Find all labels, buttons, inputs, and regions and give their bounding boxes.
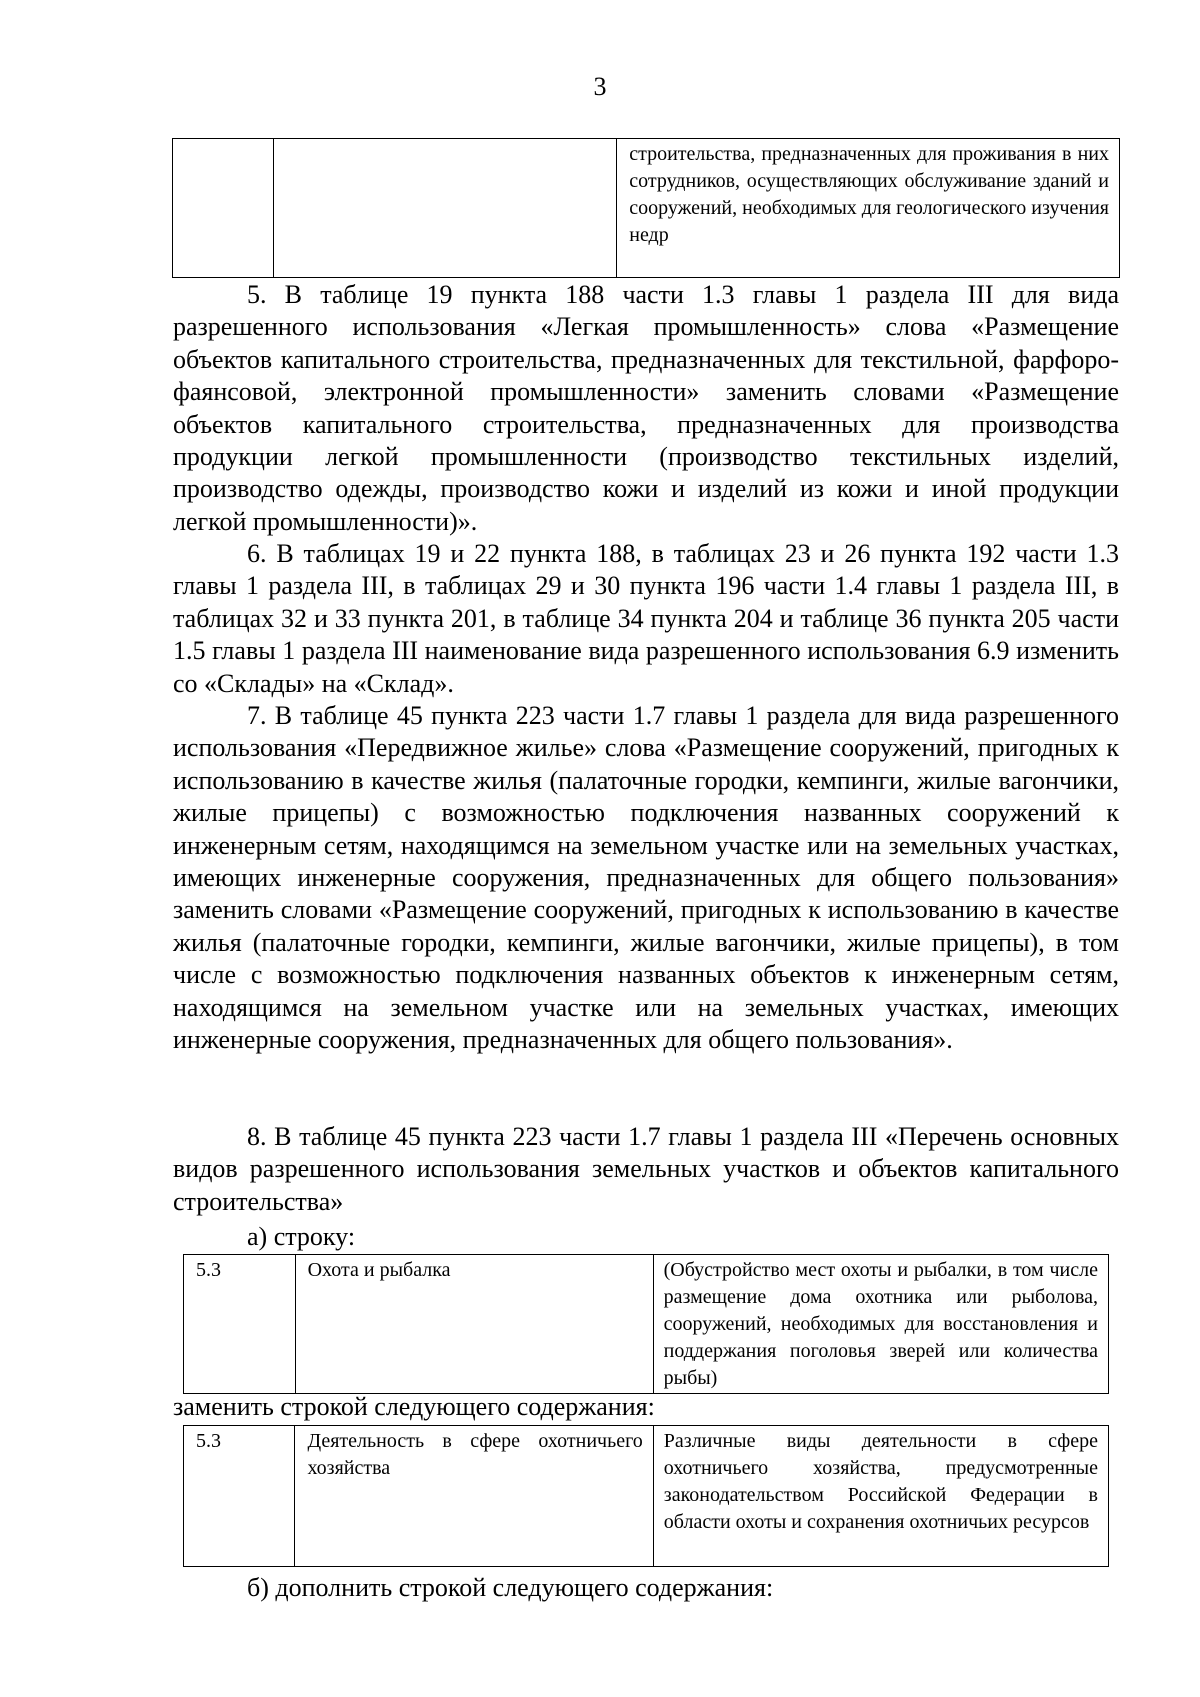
table-cell-description [653,1426,1108,1567]
label-replace: заменить строкой следующего содержания: [173,1392,655,1421]
table-cell-name [273,139,616,278]
table-cell-name [295,1255,653,1394]
table-row [184,1426,1109,1567]
table-cell-code [184,1426,295,1567]
paragraph-8: 8. В таблице 45 пункта 223 части 1.7 главы 1 раздела III «Перечень основных видов разрешенного использования земельных участков и объектов капитального строительства» [173,1122,1119,1216]
original-row-table [183,1254,1109,1394]
description-text: Различные виды деятельности в сфере охотничьего хозяйства, предусмотренные законодательством Российской Федерации в области охоты и сохранения охотничьих ресурсов [663,1430,1098,1533]
description-text: (Обустройство мест охоты и рыбалки, в том числе размещение дома охотника или рыболова, сооружений, необходимых для восстановления и поддержания поголовья зверей или количества рыбы) [663,1259,1098,1389]
continuation-table [172,138,1120,278]
paragraph-6: 6. В таблицах 19 и 22 пункта 188, в таблицах 23 и 26 пункта 192 части 1.3 главы 1 раздела III, в таблицах 29 и 30 пункта 196 части 1.4 главы 1 раздела III, в таблицах 32 и 33 пункта 201, в таблице 34 пункта 204 и таблице 36 пункта 205 части 1.5 главы 1 раздела III наименование вида разрешенного использования 6.9 изменить со «Склады» на «Склад». [173,539,1119,698]
table-cell-code [184,1255,296,1394]
name-text: Деятельность в сфере охотничьего хозяйства [307,1430,643,1479]
name-text: Охота и рыбалка [307,1259,451,1281]
table-row [184,1255,1109,1394]
table-cell-code [173,139,274,278]
page-number: 3 [593,72,607,101]
code-text: 5.3 [196,1430,221,1452]
paragraph-7: 7. В таблице 45 пункта 223 части 1.7 главы 1 раздела для вида разрешенного использования «Передвижное жилье» слова «Размещение сооружений, пригодных к использованию в качестве жилья (палаточные городки, кемпинги, жилые вагончики, жилые прицепы) с возможностью подключения названных сооружений к инженерным сетям, находящимся на земельном участке или на земельных участках, имеющих инженерные сооружения, предназначенных для общего пользования» заменить словами «Размещение сооружений, пригодных к использованию в качестве жилья (палаточные городки, кемпинги, жилые вагончики, жилые прицепы), в том числе с возможностью подключения названных объектов к инженерным сетям, находящимся на земельном участке или на земельных участках, имеющих инженерные сооружения, предназначенных для общего пользования». [173,701,1119,1055]
replacement-row-table [183,1425,1109,1567]
table-row [173,139,1120,278]
description-text: строительства, предназначенных для проживания в них сотрудников, осуществляющих обслуживание зданий и сооружений, необходимых для геологического изучения недр [629,143,1109,246]
label-b: б) дополнить строкой следующего содержания: [247,1573,774,1602]
code-text: 5.3 [196,1259,221,1281]
paragraph-5: 5. В таблице 19 пункта 188 части 1.3 главы 1 раздела III для вида разрешенного использования «Легкая промышленность» слова «Размещение объектов капитального строительства, предназначенных для текстильной, фарфоро-фаянсовой, электронной промышленности» заменить словами «Размещение объектов капитального строительства, предназначенных для производства продукции легкой промышленности (производство текстильных изделий, производство одежды, производство кожи и изделий из кожи и иной продукции легкой промышленности)». [173,280,1119,536]
table-cell-description [653,1255,1108,1394]
table-cell-name [295,1426,653,1567]
table-cell-description [617,139,1120,278]
label-a: а) строку: [247,1222,356,1251]
